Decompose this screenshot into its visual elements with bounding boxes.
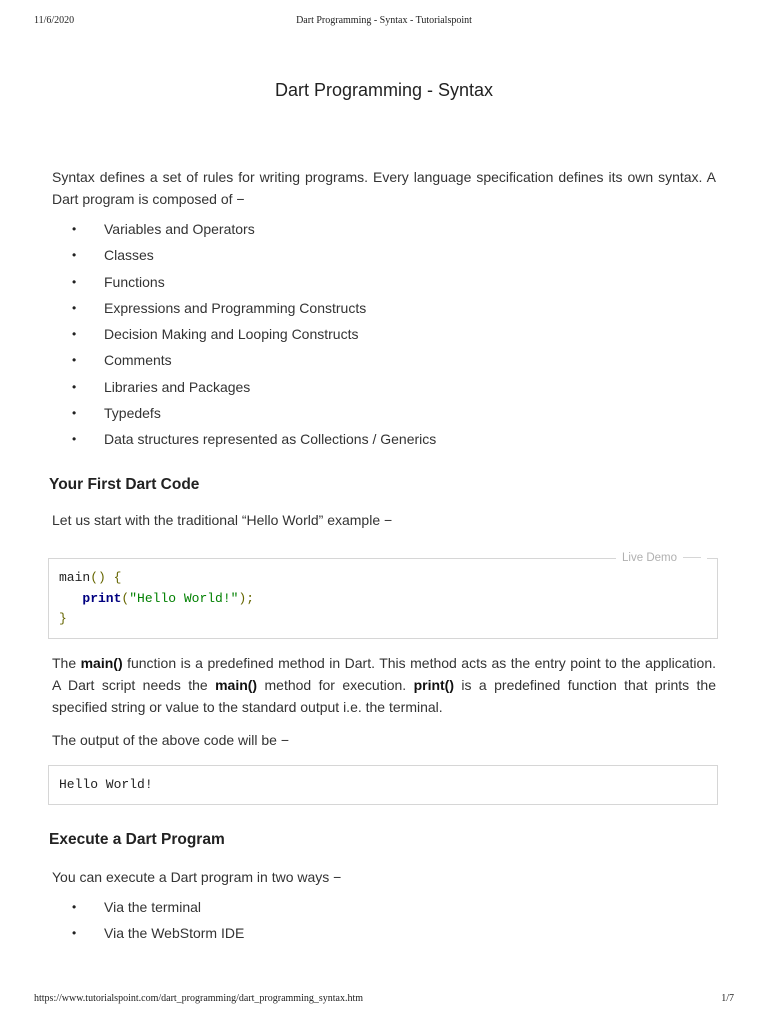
execute-lead: You can execute a Dart program in two ways − — [52, 869, 342, 885]
list-item: • Comments — [52, 347, 716, 373]
print-header-title: Dart Programming - Syntax - Tutorialspoint — [296, 15, 472, 26]
code-text: main() { print("Hello World!"); } — [59, 570, 255, 626]
list-item: • Classes — [52, 242, 716, 268]
section-heading-execute: Execute a Dart Program — [49, 831, 225, 848]
list-item: • Expressions and Programming Constructs — [52, 295, 716, 321]
list-item: • Data structures represented as Collections / Generics — [52, 426, 716, 452]
main-function-explanation: The main() function is a predefined method in Dart. This method acts as the entry point to the application. A Dart script needs the main() method for execution. print() is a predefined function that prints the specified string or value to the standard output i.e. the terminal. — [52, 655, 716, 715]
list-item: • Functions — [52, 269, 716, 295]
intro-paragraph: Syntax defines a set of rules for writing programs. Every language specification defines its own syntax. A Dart program is composed of − — [52, 169, 716, 207]
section-heading-first-code: Your First Dart Code — [49, 476, 200, 493]
code-block-hello-world — [48, 552, 718, 639]
output-text: Hello World! — [59, 777, 153, 792]
output-block — [48, 765, 718, 805]
print-footer-url: https://www.tutorialspoint.com/dart_programming/dart_programming_syntax.htm — [34, 993, 364, 1004]
execute-ways-list — [52, 894, 716, 947]
list-item: • Decision Making and Looping Constructs — [52, 321, 716, 347]
live-demo-link[interactable]: Live Demo — [616, 551, 707, 565]
page-number: 1/7 — [721, 993, 734, 1004]
list-item: • Typedefs — [52, 400, 716, 426]
output-lead: The output of the above code will be − — [52, 732, 289, 748]
list-item: • Via the terminal — [52, 894, 716, 920]
first-code-lead: Let us start with the traditional “Hello World” example − — [52, 512, 393, 528]
print-date: 11/6/2020 — [34, 15, 75, 26]
page-title: Dart Programming - Syntax — [274, 80, 494, 100]
list-item: • Libraries and Packages — [52, 374, 716, 400]
list-item: • Via the WebStorm IDE — [52, 920, 716, 946]
components-list — [52, 216, 716, 453]
list-item: • Variables and Operators — [52, 216, 716, 242]
